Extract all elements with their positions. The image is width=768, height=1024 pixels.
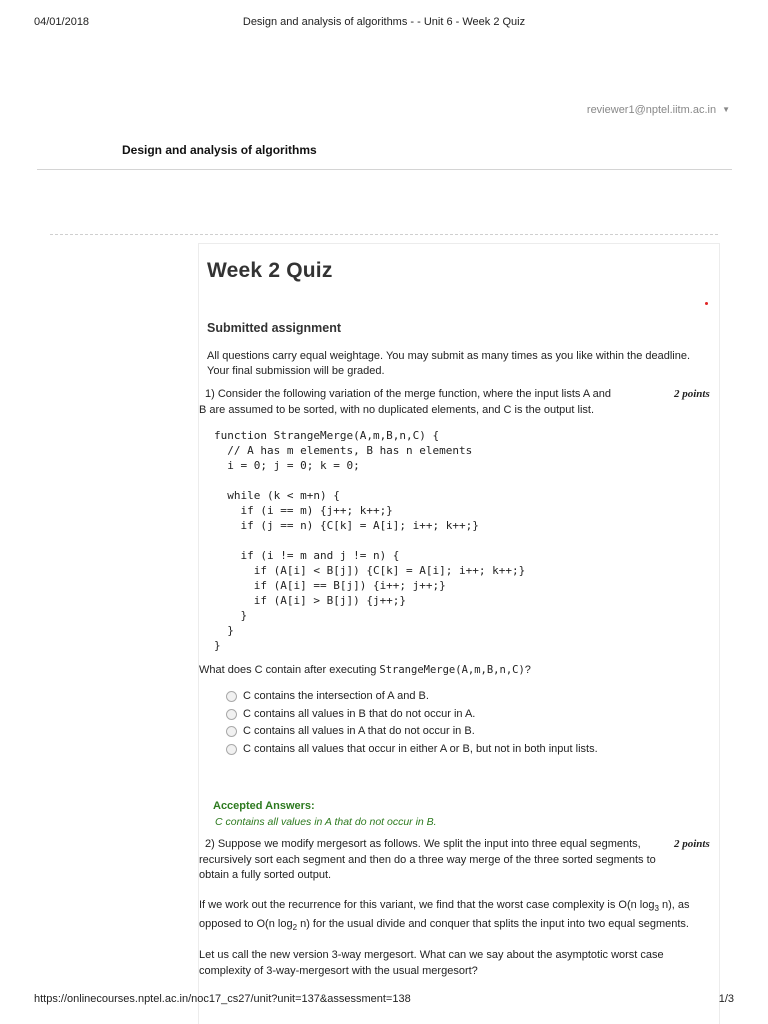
option-3[interactable]: C contains all values in A that do not occur in B.	[226, 723, 598, 741]
user-email: reviewer1@nptel.iitm.ac.in	[586, 104, 717, 116]
header-divider	[37, 169, 732, 170]
question-1-options	[226, 688, 598, 758]
option-4[interactable]: C contains all values that occur in either A or B, but not in both input lists.	[226, 741, 598, 759]
accepted-answers-label: Accepted Answers:	[213, 800, 315, 812]
accepted-answer: C contains all values in A that do not occur in B.	[215, 816, 437, 828]
required-dot-icon	[705, 302, 708, 305]
radio-button[interactable]	[226, 744, 237, 755]
page-title: Week 2 Quiz	[207, 259, 333, 282]
print-page-title: Design and analysis of algorithms - - Unit 6 - Week 2 Quiz	[242, 16, 526, 28]
user-menu[interactable]	[587, 104, 730, 116]
question-2-paragraph-2: Let us call the new version 3-way mergesort. What can we say about the asymptotic worst case complexity of 3-way-mergesort with the usual mergesort?	[199, 949, 664, 977]
chevron-down-icon[interactable]: ▼	[722, 105, 730, 114]
page-number: 1/3	[718, 993, 734, 1005]
option-2[interactable]: C contains all values in B that do not occur in A.	[226, 706, 598, 724]
question-1-code: function StrangeMerge(A,m,B,n,C) { // A has m elements, B has n elements i = 0; j = 0; k = 0; while (k < m+n) { if (i == m) {j++; k++;} if (j == n) {C[k] = A[i]; i++; k++;} if (i != m and j != n) { if (A[i] < B[j]) {C[k] = A[i]; i++; k++;} if (A[i] == B[j]) {i++; j++;} if (A[i] > B[j]) {j++;} } } }	[214, 429, 526, 652]
question-1-text: 1) Consider the following variation of the merge function, where the input lists A and B are assumed to be sorted, with no duplicated elements, and C is the output list.	[199, 388, 612, 416]
dashed-divider	[50, 234, 718, 235]
print-header	[34, 16, 734, 32]
quiz-instructions: All questions carry equal weightage. You may submit as many times as you like within the deadline. Your final submission will be graded.	[207, 350, 691, 377]
question-2-paragraph-1: If we work out the recurrence for this variant, we find that the worst case complexity is O(n $\log_3 n$), as opposed to O(n $\log_2 n$) for the usual divide and conquer that splits the input into two equal segments.	[199, 899, 690, 932]
question-2-points: 2 points	[674, 838, 710, 850]
option-1[interactable]: C contains the intersection of A and B.	[226, 688, 598, 706]
radio-button[interactable]	[226, 709, 237, 720]
print-date: 04/01/2018	[34, 16, 90, 28]
question-1-points: 2 points	[674, 388, 710, 400]
function-call: StrangeMerge(A,m,B,n,C)	[379, 664, 525, 676]
question-1-prompt: What does C contain after executing StrangeMerge(A,m,B,n,C)?	[199, 664, 531, 676]
submission-status: Submitted assignment	[207, 321, 342, 335]
question-2-text: 2) Suppose we modify mergesort as follows. We split the input into three equal segments, recursively sort each segment and then do a three way merge of the three sorted segments to obtain a fully sorted output.	[199, 838, 656, 881]
course-title[interactable]: Design and analysis of algorithms	[122, 143, 317, 157]
page-url: https://onlinecourses.nptel.ac.in/noc17_cs27/unit?unit=137&assessment=138	[34, 993, 411, 1005]
radio-button[interactable]	[226, 726, 237, 737]
radio-button[interactable]	[226, 691, 237, 702]
